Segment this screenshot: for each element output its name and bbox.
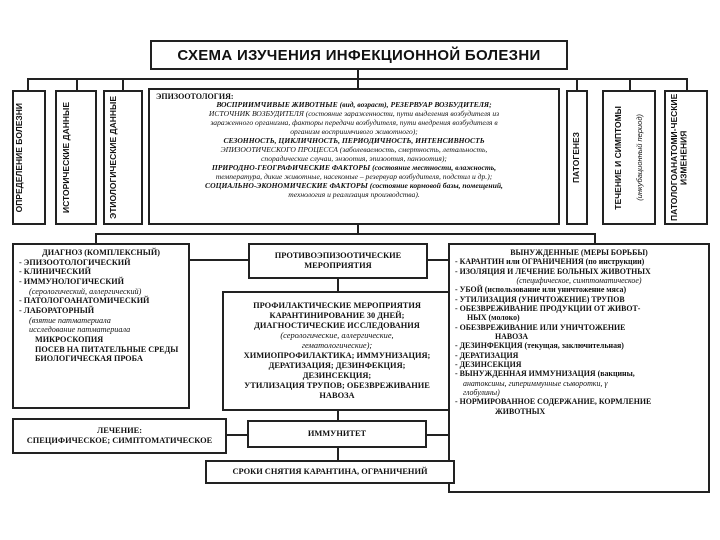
connector [227,434,247,436]
connector [594,233,596,243]
connector [95,233,97,243]
definition-label: ОПРЕДЕЛЕНИЕ БОЛЕЗНИ [14,102,24,213]
prophylactic-line: УТИЛИЗАЦИЯ ТРУПОВ; ОБЕЗВРЕЖИВАНИЕ [244,381,430,391]
historical-box [55,90,97,225]
diagnosis-item: исследование патматериала [29,325,131,335]
forced-item: - ДЕРАТИЗАЦИЯ [455,350,519,360]
forced-item: (специфическое, симптоматическое) [516,275,642,285]
connector [427,434,448,436]
prophylactic-line: ДИАГНОСТИЧЕСКИЕ ИССЛЕДОВАНИЯ [254,320,420,330]
connector [27,78,29,90]
epi-line: температура, дикие животные, насекомые – резервуар возбудителя, подстил и др.); [215,172,493,182]
prophylactic-line: ДЕЗИНСЕКЦИЯ; [302,371,372,381]
quarantine-lift-label: СРОКИ СНЯТИЯ КАРАНТИНА, ОГРАНИЧЕНИЙ [232,466,428,476]
forced-item: - ДЕЗИНФЕКЦИЯ (текущая, заключительная) [455,341,624,351]
epizootology-header: ЭПИЗООТОЛОГИЯ: [156,92,234,101]
etiological-box [103,90,143,225]
epi-line: ВОСПРИИМЧИВЫЕ ЖИВОТНЫЕ (вид, возраст), РЕЗЕРВУАР ВОЗБУДИТЕЛЯ; [216,100,492,110]
pathogenesis-box [566,90,588,225]
connector [337,411,339,420]
epi-line: СЕЗОННОСТЬ, ЦИКЛИЧНОСТЬ, ПЕРИОДИЧНОСТЬ, ИНТЕНСИВНОСТЬ [223,136,485,146]
epi-line: ЭПИЗООТИЧЕСКОГО ПРОЦЕССА (заболеваемость, смертность, летальность, [220,145,488,155]
connector [357,78,359,88]
connector [190,259,248,261]
epi-line: зараженного организма, факторы передачи возбудителя, пути внедрения возбудителя в [210,118,498,128]
antiepizootic-box [248,243,428,279]
forced-item: - ОБЕЗВРЕЖИВАНИЕ ПРОДУКЦИИ ОТ ЖИВОТ- [455,303,641,313]
epi-line: ИСТОЧНИК ВОЗБУДИТЕЛЯ (состояние зараженности, пути выделения возбудителя из [208,109,500,119]
forced-item: - ИЗОЛЯЦИЯ И ЛЕЧЕНИЕ БОЛЬНЫХ ЖИВОТНЫХ [455,266,651,276]
epizootology-box [148,88,560,225]
pathoanatomy-box [664,90,708,225]
connector [629,78,631,90]
prophylactic-line: НАВОЗА [319,391,355,401]
prophylactic-line: (серологические, аллергические, [280,330,394,340]
diagnosis-title: ДИАГНОЗ (КОМПЛЕКСНЫЙ) [42,248,160,257]
connector [95,233,595,235]
diagnosis-item: - ИММУНОЛОГИЧЕСКИЙ [19,277,125,287]
forced-item: - ОБЕЗВРЕЖИВАНИЕ ИЛИ УНИЧТОЖЕНИЕ [455,322,626,332]
course-box [602,90,656,225]
forced-item: - ДЕЗИНСЕКЦИЯ [455,359,522,369]
diagnosis-item: ПОСЕВ НА ПИТАТЕЛЬНЫЕ СРЕДЫ [35,344,179,354]
historical-label: ИСТОРИЧЕСКИЕ ДАННЫЕ [61,102,71,213]
prophylactic-line: КАРАНТИНИРОВАНИЕ 30 ДНЕЙ; [269,310,405,320]
forced-item: - ВЫНУЖДЕННАЯ ИММУНИЗАЦИЯ (вакцины, [455,369,635,379]
course-note: (инкубационный период) [634,114,644,201]
connector [122,78,124,90]
epi-line: технология и реализация производства). [288,189,420,199]
etiological-label: ЭТИОЛОГИЧЕСКИЕ ДАННЫЕ [108,96,118,219]
prophylactic-line: ХИМИОПРОФИЛАКТИКА; ИММУНИЗАЦИЯ; [243,351,431,360]
antiepizootic-line: МЕРОПРИЯТИЯ [304,261,372,270]
diagnosis-item: МИКРОСКОПИЯ [35,335,104,345]
treatment-line: ЛЕЧЕНИЕ: [97,425,142,435]
quarantine-lift-box [205,460,455,484]
page-title: СХЕМА ИЗУЧЕНИЯ ИНФЕКЦИОННОЙ БОЛЕЗНИ [150,40,568,70]
connector [76,78,78,90]
treatment-box [12,418,227,454]
immunity-label: ИММУНИТЕТ [307,428,367,438]
forced-item: НЫХ (молоко) [467,313,520,323]
prophylactic-box [222,291,452,411]
diagnosis-item: - ПАТОЛОГОАНАТОМИЧЕСКИЙ [19,296,150,306]
prophylactic-line: ПРОФИЛАКТИЧЕСКИЕ МЕРОПРИЯТИЯ [253,300,421,310]
prophylactic-line: ДЕРАТИЗАЦИЯ; ДЕЗИНФЕКЦИЯ; [268,361,406,371]
pathoanatomy-label: ПАТОЛОГОАНАТОМИ-ЧЕСКИЕ ИЗМЕНЕНИЯ [669,93,689,222]
connector [337,279,339,291]
connector [357,225,359,235]
epi-line: организм восприимчивого животного); [290,127,418,137]
diagnosis-item: БИОЛОГИЧЕСКАЯ ПРОБА [35,354,143,364]
forced-item: глобулины) [463,387,500,397]
diagnosis-item: (серологический, аллергический) [29,286,142,296]
connector [337,448,339,460]
diagnosis-item: - ЭПИЗООТОЛОГИЧЕСКИЙ [19,257,131,267]
forced-item: ЖИВОТНЫХ [495,406,546,416]
course-label: ТЕЧЕНИЕ И СИМПТОМЫ [612,105,623,210]
prophylactic-line: гематологические); [301,340,373,350]
forced-item: - УБОЙ (использование или уничтожение мяса) [455,285,627,295]
forced-item: НАВОЗА [495,331,529,341]
diagnosis-item: (взятие патматериала [29,315,111,325]
forced-measures-box [448,243,710,493]
forced-item: анатоксины, гипериммунные сыворотки, γ [463,378,608,388]
pathogenesis-label: ПАТОГЕНЕЗ [571,131,582,184]
forced-item: - НОРМИРОВАННОЕ СОДЕРЖАНИЕ, КОРМЛЕНИЕ [455,397,652,407]
definition-box [12,90,46,225]
diagnosis-item: - ЛАБОРАТОРНЫЙ [19,306,95,316]
diagnosis-box [12,243,190,409]
forced-title: ВЫНУЖДЕННЫЕ (МЕРЫ БОРЬБЫ) [510,248,648,257]
epi-line: спорадические случаи, энзоотия, эпизоотия, панзоотия); [261,154,447,164]
connector [686,78,688,90]
treatment-line: СПЕЦИФИЧЕСКОЕ; СИМПТОМАТИЧЕСКОЕ [26,436,213,445]
immunity-box [247,420,427,448]
forced-item: - КАРАНТИН или ОГРАНИЧЕНИЯ (по инструкции) [455,257,645,267]
diagnosis-item: - КЛИНИЧЕСКИЙ [19,267,91,277]
epi-line: ПРИРОДНО-ГЕОГРАФИЧЕСКИЕ ФАКТОРЫ (состояние местности, влажность, [211,163,497,173]
forced-item: - УТИЛИЗАЦИЯ (УНИЧТОЖЕНИЕ) ТРУПОВ [455,294,625,304]
connector [576,78,578,90]
antiepizootic-line: ПРОТИВОЭПИЗООТИЧЕСКИЕ [274,250,402,260]
epi-line: СОЦИАЛЬНО-ЭКОНОМИЧЕСКИЕ ФАКТОРЫ (состояние кормовой базы, помещений, [205,181,503,191]
